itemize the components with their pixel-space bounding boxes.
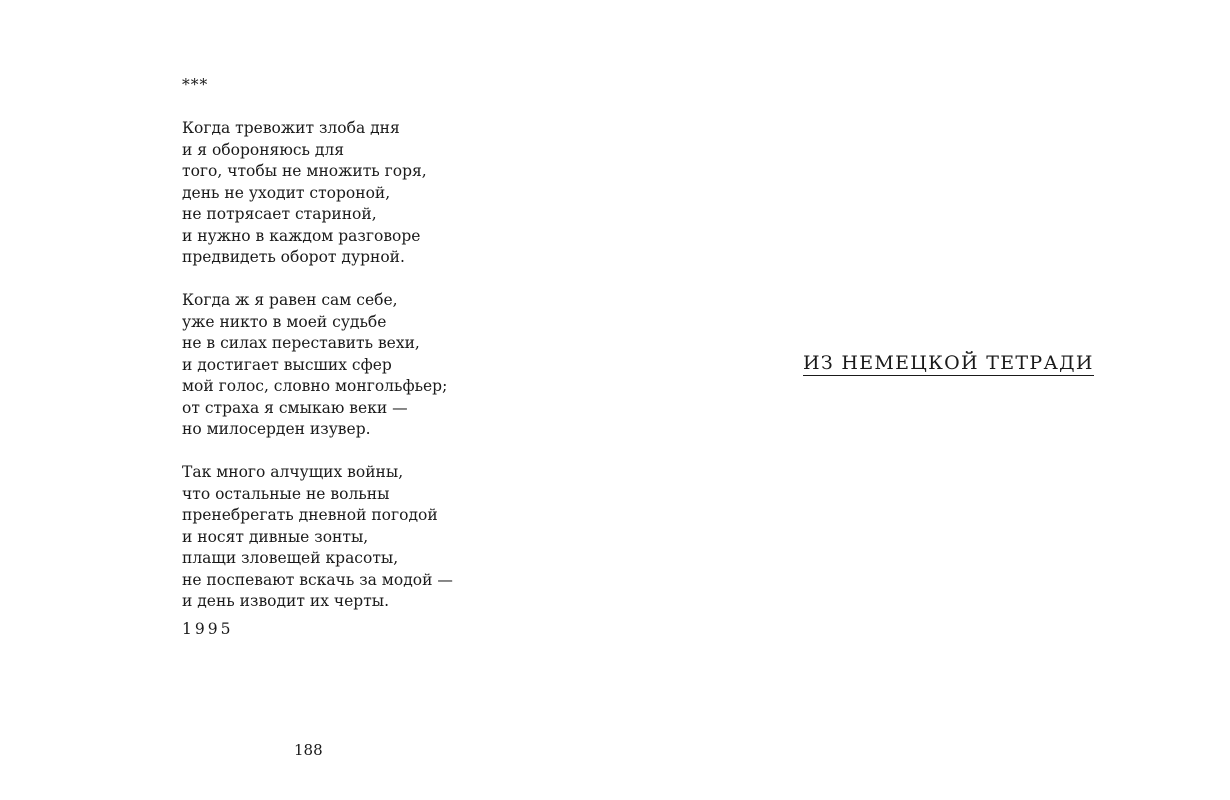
poem-line: не поспевают вскачь за модой — — [182, 570, 453, 589]
poem-year: 1995 — [182, 619, 234, 638]
poem-line: не потрясает стариной, — [182, 205, 377, 223]
poem-line: того, чтобы не множить горя, — [182, 162, 427, 180]
poem-line: день не уходит стороной, — [182, 183, 391, 202]
poem-line: и день изводит их черты. — [182, 592, 390, 610]
poem-line: не в силах переставить вехи, — [182, 334, 420, 352]
poem-line: и нужно в каждом разговоре — [182, 226, 421, 245]
poem — [182, 75, 482, 640]
right-page — [615, 0, 1230, 800]
section-title: ИЗ НЕМЕЦКОЙ ТЕТРАДИ — [803, 352, 1094, 374]
poem-line: и носят дивные зонты, — [182, 527, 369, 546]
poem-line: и я обороняюсь для — [182, 140, 345, 159]
poem-line: и достигает высших сфер — [182, 355, 392, 374]
poem-line: Когда ж я равен сам себе, — [182, 291, 398, 309]
page-number: 188 — [294, 741, 323, 759]
poem-line: Так много алчущих войны, — [182, 463, 404, 481]
poem-line: Когда тревожит злоба дня — [182, 119, 400, 137]
poem-asterisms: *** — [182, 76, 209, 94]
poem-line: уже никто в моей судьбе — [182, 312, 387, 331]
stanza-3 — [182, 462, 482, 613]
poem-line: пренебрегать дневной погодой — [182, 506, 438, 524]
poem-line: но милосерден изувер. — [182, 420, 371, 438]
poem-line: плащи зловещей красоты, — [182, 549, 399, 567]
poem-line: предвидеть оборот дурной. — [182, 248, 405, 266]
stanza-1 — [182, 118, 482, 269]
stanza-2 — [182, 290, 482, 441]
poem-line: мой голос, словно монгольфьер; — [182, 377, 448, 395]
poem-line: что остальные не вольны — [182, 484, 390, 503]
poem-line: от страха я смыкаю веки — — [182, 398, 408, 417]
